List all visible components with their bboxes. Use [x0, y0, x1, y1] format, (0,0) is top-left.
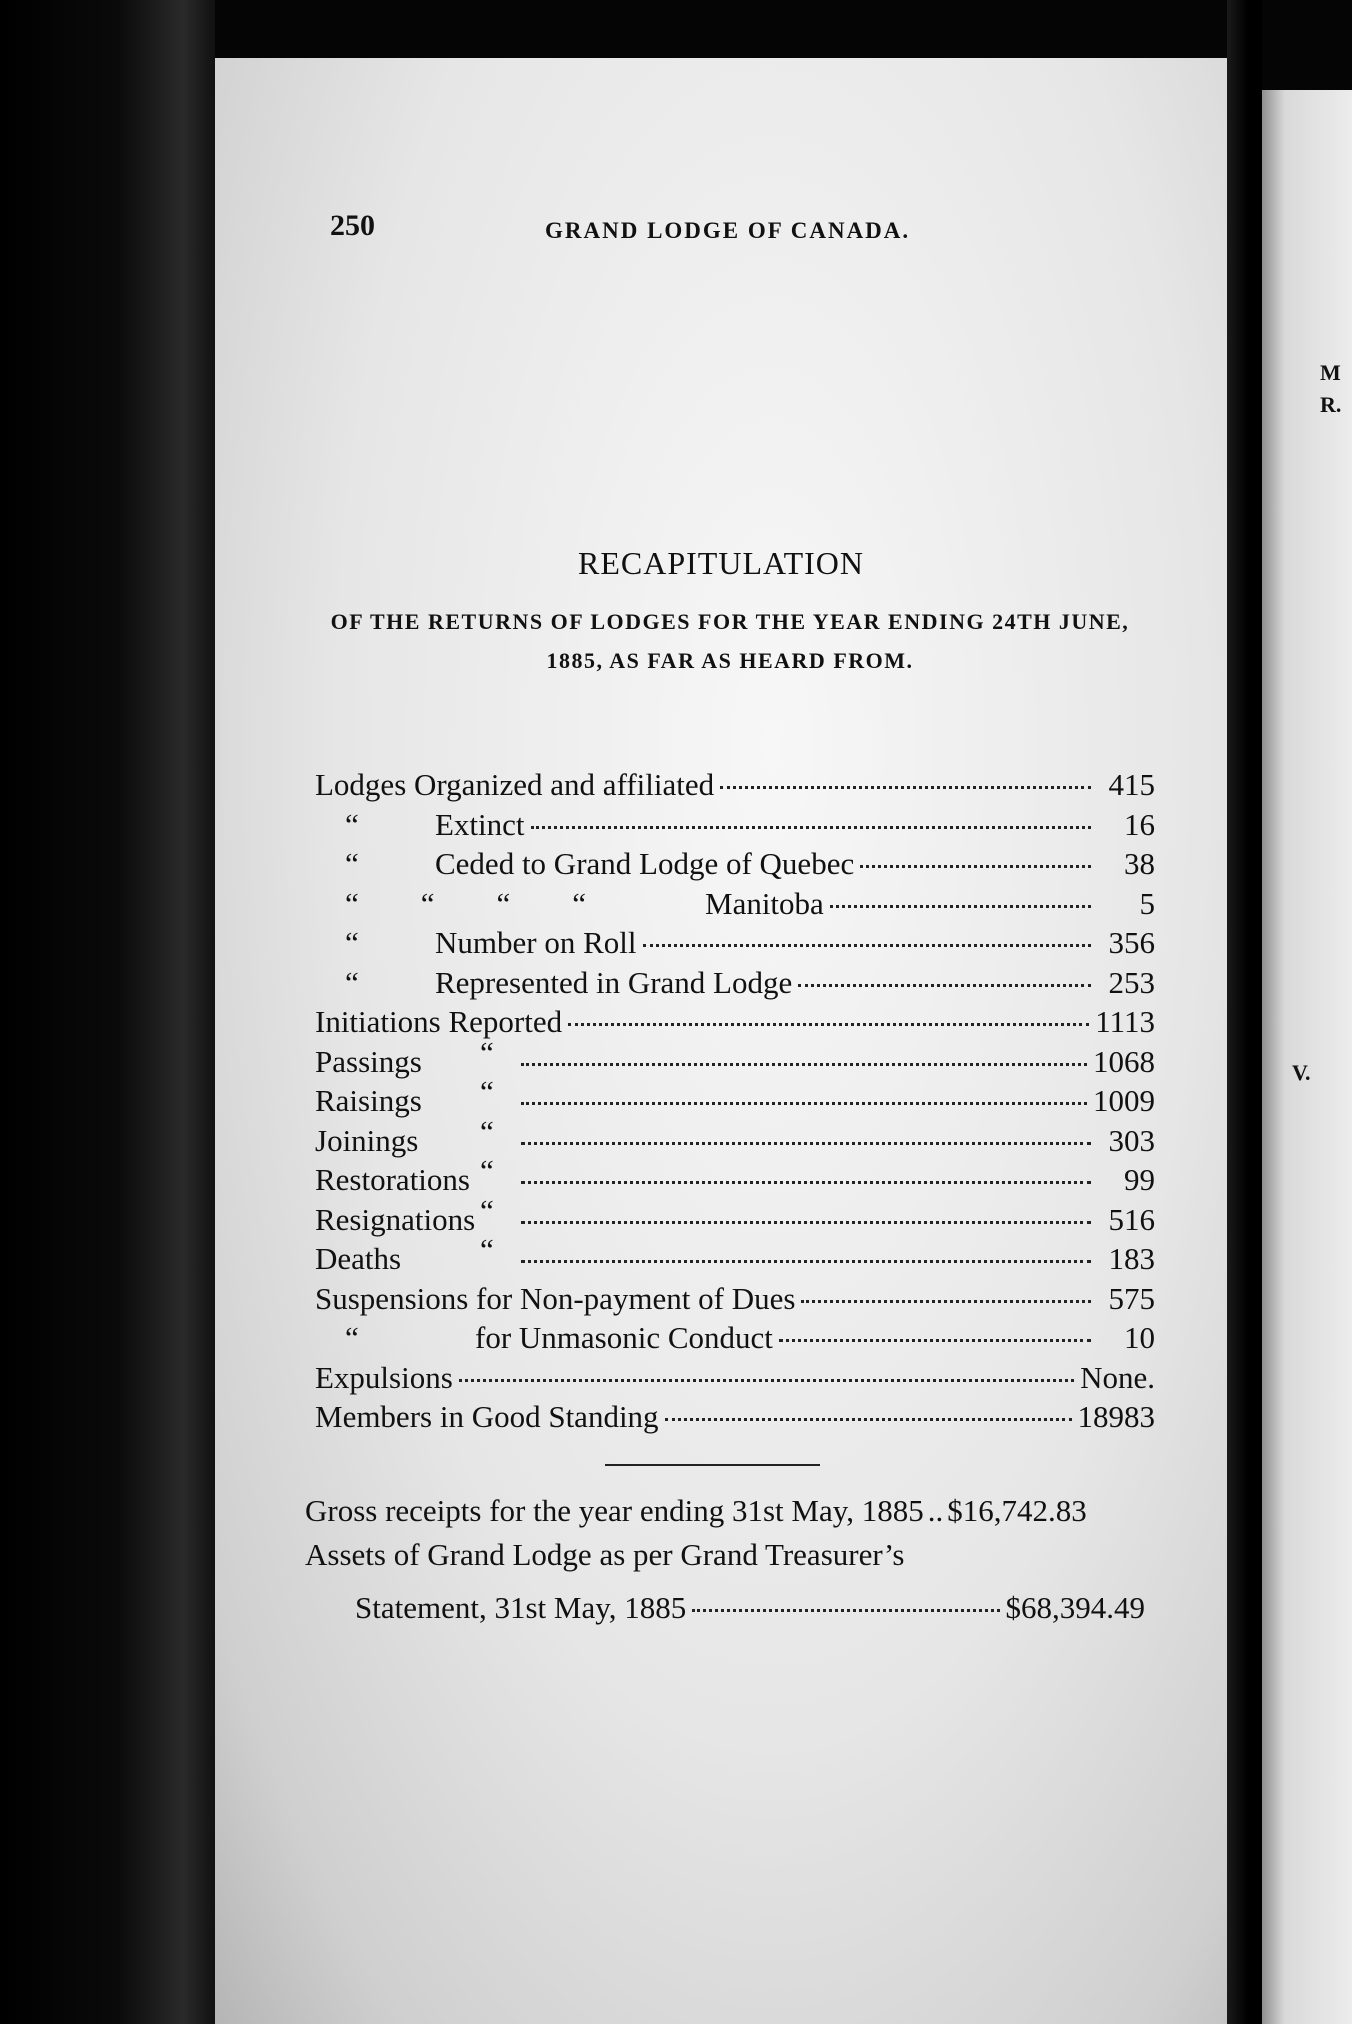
leader-dots — [521, 1187, 1091, 1224]
leader-dots — [643, 910, 1092, 947]
section-title: RECAPITULATION — [578, 545, 864, 581]
assets-label: Assets of Grand Lodge as per Grand Treasurer’s — [305, 1537, 905, 1572]
row-label: for Unmasonic Conduct — [475, 1320, 773, 1355]
leader-dots — [521, 1147, 1091, 1184]
ditto-mark: “ — [480, 1034, 494, 1070]
book-page — [215, 58, 1227, 2024]
adjacent-page-letter-2: R. — [1320, 392, 1342, 417]
leader-dots — [665, 1384, 1072, 1421]
leader-dots — [830, 871, 1091, 908]
gross-receipts-row — [305, 1493, 1145, 1537]
gross-receipts-dots: .. — [927, 1493, 944, 1528]
assets-dots — [692, 1575, 999, 1612]
row-label: Expulsions — [315, 1359, 453, 1395]
section-subtitle: OF THE RETURNS OF LODGES FOR THE YEAR ENDING 24TH JUNE, 1885, AS FAR AS HEARD FROM. — [330, 609, 1130, 673]
row-label: Lodges Organized and affiliated — [315, 767, 715, 802]
ditto-mark: “ — [345, 964, 359, 1000]
row-label: Raisings — [315, 1083, 422, 1118]
adjacent-page-letter-1: M — [1320, 360, 1341, 385]
row-label: Restorations — [315, 1162, 470, 1197]
running-head: GRAND LODGE OF CANADA. — [545, 218, 911, 243]
row-value: 16 — [1124, 806, 1155, 842]
row-label: Resignations — [315, 1201, 476, 1237]
ditto-mark: “ — [345, 806, 359, 842]
row-value: 38 — [1124, 846, 1155, 881]
row-value: 18983 — [1077, 1399, 1155, 1434]
ditto-mark: “ — [345, 1320, 359, 1355]
leader-dots — [801, 1266, 1091, 1303]
leader-dots — [521, 1226, 1091, 1263]
page-number: 250 — [330, 209, 375, 242]
row-value: 575 — [1108, 1280, 1155, 1316]
ditto-mark: “ — [480, 1153, 494, 1188]
leader-dots — [860, 831, 1091, 868]
row-label: Joinings — [315, 1122, 419, 1158]
row-value: 1068 — [1093, 1043, 1155, 1079]
leader-dots — [568, 989, 1089, 1026]
row-value: 5 — [1139, 885, 1155, 921]
row-label: Represented in Grand Lodge — [435, 964, 793, 1000]
leader-dots — [531, 792, 1091, 829]
leader-dots — [521, 1108, 1091, 1145]
row-label: Extinct — [435, 806, 525, 842]
row-value: 1009 — [1093, 1083, 1155, 1118]
row-label: Members in Good Standing — [315, 1399, 659, 1434]
gross-receipts-value: $16,742.83 — [947, 1493, 1087, 1528]
leader-dots — [459, 1345, 1074, 1382]
row-value: 1113 — [1095, 1004, 1155, 1039]
ditto-mark: “ — [480, 1113, 494, 1149]
row-value: 415 — [1108, 767, 1155, 802]
adjacent-page-letter-3: V. — [1292, 1060, 1311, 1085]
book-spine-shadow — [0, 0, 215, 2024]
leader-dots — [521, 1068, 1087, 1105]
row-label: Deaths — [315, 1241, 402, 1276]
row-label: Initiations Reported — [315, 1004, 563, 1039]
row-value: None. — [1080, 1359, 1155, 1395]
financial-summary — [305, 1493, 1145, 1625]
leader-dots — [779, 1305, 1091, 1342]
leader-dots — [521, 1029, 1087, 1066]
gross-receipts-label: Gross receipts for the year ending 31st May, 1885 — [305, 1493, 924, 1528]
leader-dots — [720, 752, 1091, 789]
row-label: Passings — [315, 1043, 422, 1079]
row-label: Ceded to Grand Lodge of Quebec — [435, 846, 855, 881]
row-label: Manitoba — [705, 885, 824, 921]
ditto-mark: “ — [480, 1232, 494, 1267]
row-value: 183 — [1108, 1241, 1155, 1276]
assets-statement-label: Statement, 31st May, 1885 — [355, 1590, 687, 1625]
divider-rule — [605, 1464, 820, 1466]
page-gutter — [1227, 0, 1262, 2024]
assets-row-2 — [305, 1581, 1145, 1625]
row-value: 356 — [1108, 925, 1155, 960]
ditto-mark: “ — [480, 1074, 494, 1109]
ditto-mark: “ — [345, 925, 359, 960]
returns-table — [315, 758, 1155, 1434]
ditto-mark: “ “ “ “ — [345, 885, 587, 921]
ditto-mark: “ — [480, 1192, 494, 1228]
row-value: 303 — [1108, 1122, 1155, 1158]
row-value: 516 — [1108, 1201, 1155, 1237]
row-value: 10 — [1124, 1320, 1155, 1355]
row-value: 253 — [1108, 964, 1155, 1000]
leader-dots — [798, 950, 1091, 987]
row-label: Suspensions for Non-payment of Dues — [315, 1280, 796, 1316]
row-label: Number on Roll — [435, 925, 637, 960]
assets-value: $68,394.49 — [1005, 1590, 1145, 1625]
row-value: 99 — [1124, 1162, 1155, 1197]
ditto-mark: “ — [345, 846, 359, 881]
table-row — [315, 1390, 1155, 1434]
